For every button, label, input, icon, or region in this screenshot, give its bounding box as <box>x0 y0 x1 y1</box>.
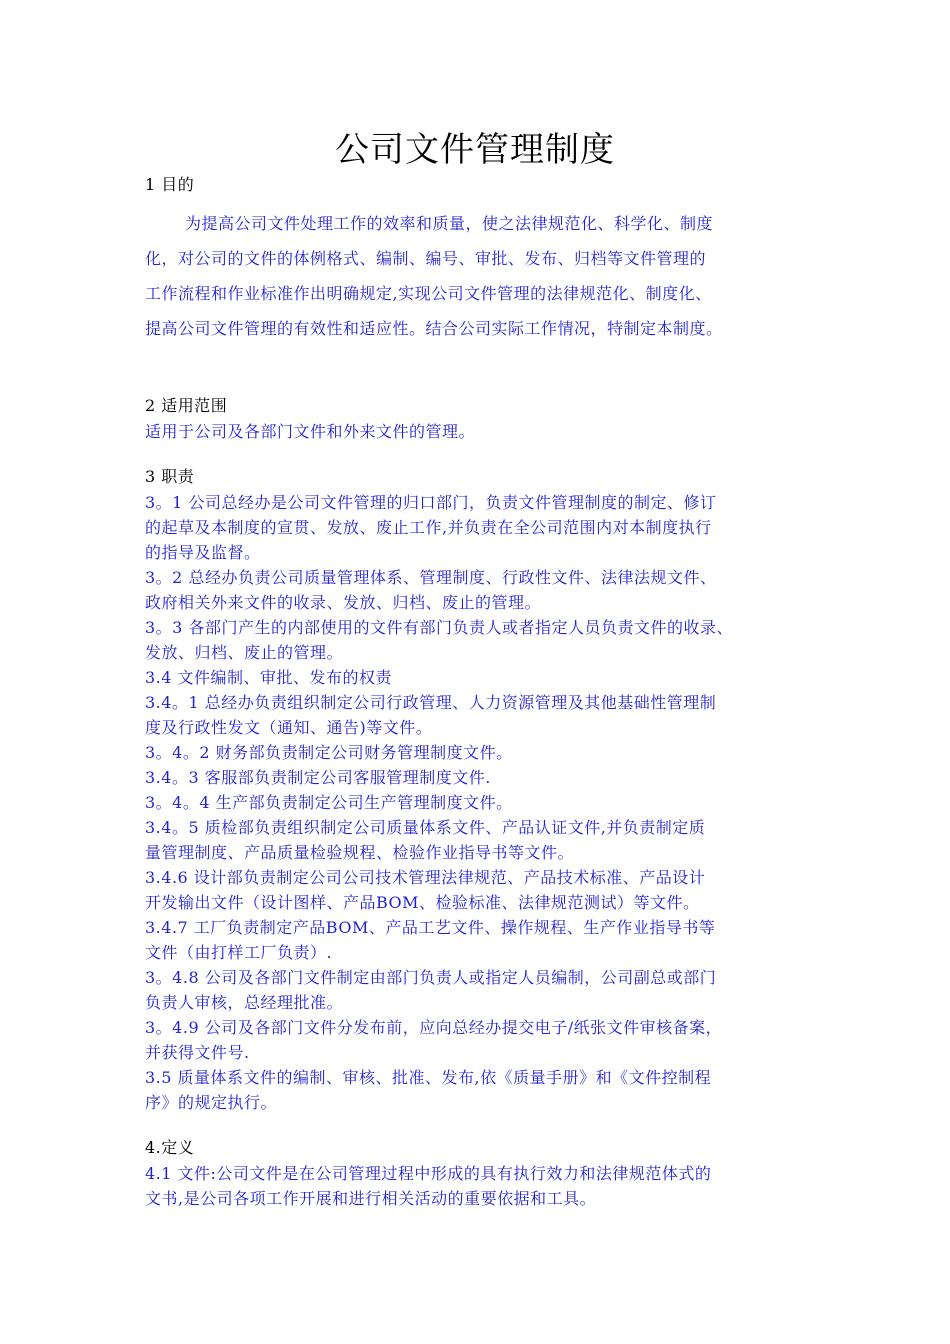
paragraph-line: 文件（由打样工厂负责）. <box>145 943 333 962</box>
paragraph-line: 度及行政性发文（通知、通告)等文件。 <box>145 718 433 737</box>
paragraph-line: 的指导及监督。 <box>145 543 261 562</box>
paragraph-line: 提高公司文件管理的有效性和适应性。结合公司实际工作情况，特制定本制度。 <box>145 319 723 338</box>
paragraph-line: 3。2 总经办负责公司质量管理体系、管理制度、行政性文件、法律法规文件、 <box>145 568 717 587</box>
paragraph-line: 适用于公司及各部门文件和外来文件的管理。 <box>145 422 476 441</box>
paragraph-line: 开发输出文件（设计图样、产品BOM、检验标准、法律规范测试）等文件。 <box>145 893 700 912</box>
paragraph-line: 3。4。2 财务部负责制定公司财务管理制度文件。 <box>145 743 513 762</box>
paragraph-line: 3.5 质量体系文件的编制、审核、批准、发布,依《质量手册》和《文件控制程 <box>145 1068 712 1087</box>
paragraph-line: 量管理制度、产品质量检验规程、检验作业指导书等文件。 <box>145 843 575 862</box>
paragraph-line: 负责人审核，总经理批准。 <box>145 993 344 1012</box>
duties-paragraphs <box>145 490 825 1115</box>
paragraph-line: 3.4 文件编制、审批、发布的权责 <box>145 668 393 687</box>
paragraph-line: 文书,是公司各项工作开展和进行相关活动的重要依据和工具。 <box>145 1189 597 1208</box>
section-heading-purpose: 1 目的 <box>145 175 195 194</box>
paragraph-line: 3.4。5 质检部负责组织制定公司质量体系文件、产品认证文件,并负责制定质 <box>145 818 706 837</box>
document-body <box>145 172 825 1211</box>
paragraph-line: 政府相关外来文件的收录、发放、归档、废止的管理。 <box>145 593 542 612</box>
paragraph-line: 并获得文件号. <box>145 1043 250 1062</box>
paragraph-line: 3。3 各部门产生的内部使用的文件有部门负责人或者指定人员负责文件的收录、 <box>145 618 733 637</box>
section-heading-definitions: 4.定义 <box>145 1138 195 1157</box>
purpose-paragraph <box>145 206 825 346</box>
paragraph-line: 3.4.6 设计部负责制定公司公司技术管理法律规范、产品技术标准、产品设计 <box>145 868 706 887</box>
paragraph-line: 3.4。3 客服部负责制定公司客服管理制度文件. <box>145 768 491 787</box>
paragraph-line: 3。4.9 公司及各部门文件分发布前，应向总经办提交电子/纸张文件审核备案， <box>145 1018 723 1037</box>
section-heading-scope: 2 适用范围 <box>145 396 228 415</box>
definitions-paragraph <box>145 1161 825 1211</box>
paragraph-line: 4.1 文件:公司文件是在公司管理过程中形成的具有执行效力和法律规范体式的 <box>145 1164 712 1183</box>
paragraph-line: 化，对公司的文件的体例格式、编制、编号、审批、发布、归档等文件管理的 <box>145 249 707 268</box>
paragraph-line: 为提高公司文件处理工作的效率和质量，使之法律规范化、科学化、制度 <box>185 214 714 233</box>
paragraph-line: 3。1 公司总经办是公司文件管理的归口部门，负责文件管理制度的制定、修订 <box>145 493 717 512</box>
paragraph-line: 序》的规定执行。 <box>145 1093 278 1112</box>
paragraph-line: 工作流程和作业标准作出明确规定,实现公司文件管理的法律规范化、制度化、 <box>145 284 712 303</box>
section-heading-duties: 3 职责 <box>145 467 195 486</box>
paragraph-line: 3.4。1 总经办负责组织制定公司行政管理、人力资源管理及其他基础性管理制 <box>145 693 717 712</box>
paragraph-line: 的起草及本制度的宣贯、发放、废止工作,并负责在全公司范围内对本制度执行 <box>145 518 712 537</box>
document-title: 公司文件管理制度 <box>335 130 615 170</box>
paragraph-line: 3.4.7 工厂负责制定产品BOM、产品工艺文件、操作规程、生产作业指导书等 <box>145 918 716 937</box>
paragraph-line: 3。4.8 公司及各部门文件制定由部门负责人或指定人员编制，公司副总或部门 <box>145 968 717 987</box>
paragraph-line: 发放、归档、废止的管理。 <box>145 643 344 662</box>
paragraph-line: 3。4。4 生产部负责制定公司生产管理制度文件。 <box>145 793 513 812</box>
